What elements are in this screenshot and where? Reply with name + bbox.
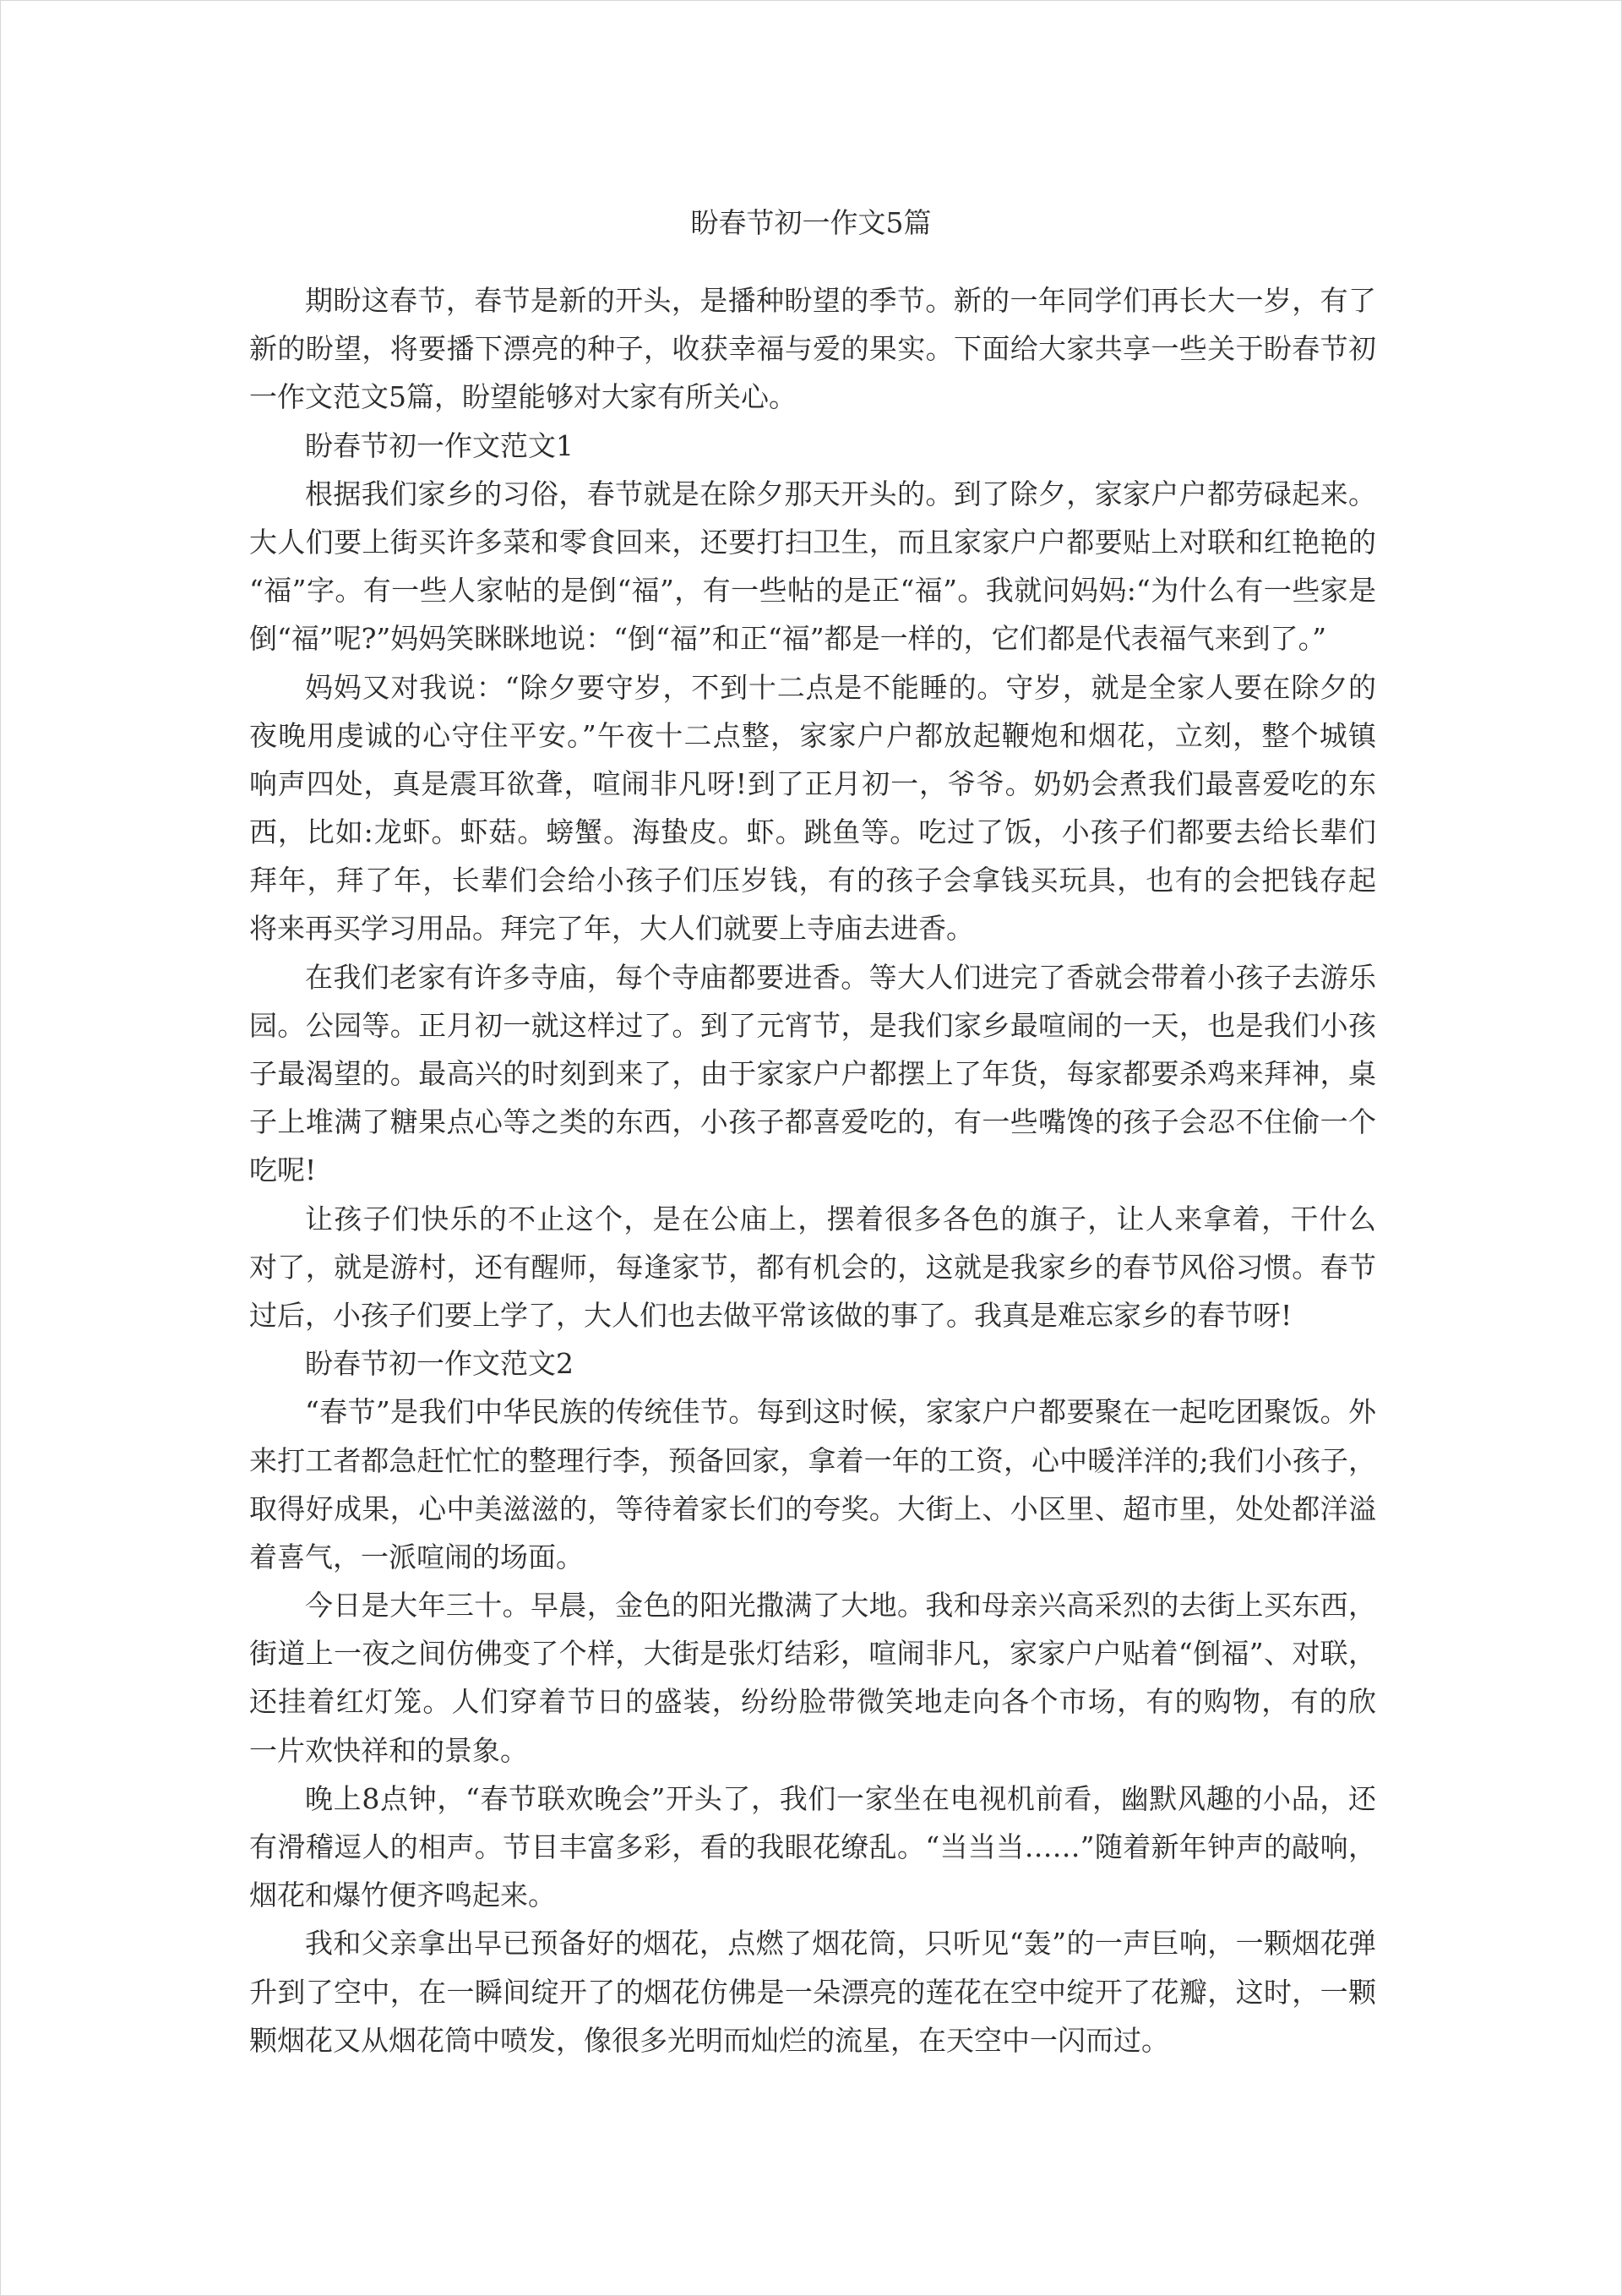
text-line: 期盼这春节，春节是新的开头，是播种盼望的季节。新的一年同学们再长大一岁，有了 xyxy=(305,284,1376,317)
text-line: 还挂着红灯笼。人们穿着节日的盛装，纷纷脸带微笑地走向各个市场，有的购物，有的欣 xyxy=(249,1685,1376,1719)
text-line: 烟花和爆竹便齐鸣起来。 xyxy=(249,1879,556,1912)
text-line: 大人们要上街买许多菜和零食回来，还要打扫卫生，而且家家户户都要贴上对联和红艳艳的 xyxy=(249,525,1376,559)
text-line: 西，比如:龙虾。虾菇。螃蟹。海蛰皮。虾。跳鱼等。吃过了饭，小孩子们都要去给长辈们 xyxy=(249,815,1376,849)
text-line: 取得好成果，心中美滋滋的，等待着家长们的夸奖。大街上、小区里、超市里，处处都洋溢 xyxy=(249,1492,1376,1525)
text-line: 街道上一夜之间仿佛变了个样，大街是张灯结彩，喧闹非凡，家家户户贴着“倒福”、对联， xyxy=(249,1637,1376,1671)
text-line: 拜年，拜了年，长辈们会给小孩子们压岁钱，有的孩子会拿钱买玩具，也有的会把钱存起 xyxy=(249,864,1376,897)
text-line: 一作文范文5篇，盼望能够对大家有所关心。 xyxy=(249,380,797,414)
paragraph xyxy=(249,1919,1376,2064)
paragraph xyxy=(249,953,1376,1195)
text-line: 子上堆满了糖果点心等之类的东西，小孩子都喜爱吃的，有一些嘴馋的孩子会忍不住偷一个 xyxy=(249,1105,1376,1139)
text-line: 一片欢快祥和的景象。 xyxy=(249,1733,528,1767)
text-line: 响声四处，真是震耳欲聋，喧闹非凡呀!到了正月初一，爷爷。奶奶会煮我们最喜爱吃的东 xyxy=(249,766,1376,800)
paragraph xyxy=(249,470,1376,663)
text-line: 夜晚用虔诚的心守住平安。”午夜十二点整，家家户户都放起鞭炮和烟花，立刻，整个城镇 xyxy=(249,718,1376,752)
text-line: 我和父亲拿出早已预备好的烟花，点燃了烟花筒，只听见“轰”的一声巨响，一颗烟花弹 xyxy=(305,1927,1376,1961)
text-line: 来打工者都急赶忙忙的整理行李，预备回家，拿着一年的工资，心中暖洋洋的;我们小孩子， xyxy=(249,1443,1376,1477)
paragraph xyxy=(249,1775,1376,1920)
text-line: 倒“福”呢?”妈妈笑眯眯地说：“倒“福”和正“福”都是一样的，它们都是代表福气来到了。” xyxy=(249,622,1327,656)
paragraph xyxy=(249,663,1376,953)
text-line: 将来再买学习用品。拜完了年，大人们就要上寺庙去进香。 xyxy=(249,912,974,946)
text-line: 新的盼望，将要播下漂亮的种子，收获幸福与爱的果实。下面给大家共享一些关于盼春节初 xyxy=(249,332,1376,366)
paragraph xyxy=(249,1195,1376,1340)
text-line: 升到了空中，在一瞬间绽开了的烟花仿佛是一朵漂亮的莲花在空中绽开了花瓣，这时，一颗 xyxy=(249,1975,1376,2009)
text-line: “春节”是我们中华民族的传统佳节。每到这时候，家家户户都要聚在一起吃团聚饭。外 xyxy=(305,1395,1376,1429)
paragraph xyxy=(249,1388,1376,1581)
text-line: 吃呢! xyxy=(249,1153,317,1187)
text-line: 妈妈又对我说：“除夕要守岁，不到十二点是不能睡的。守岁，就是全家人要在除夕的 xyxy=(305,670,1376,704)
intro-paragraph xyxy=(249,276,1376,422)
text-line: 在我们老家有许多寺庙，每个寺庙都要进香。等大人们进完了香就会带着小孩子去游乐 xyxy=(305,960,1376,994)
text-line: 晚上8点钟，“春节联欢晚会”开头了，我们一家坐在电视机前看，幽默风趣的小品，还 xyxy=(305,1781,1376,1815)
text-line: 今日是大年三十。早晨，金色的阳光撒满了大地。我和母亲兴高采烈的去街上买东西， xyxy=(305,1589,1376,1622)
text-line: 让孩子们快乐的不止这个，是在公庙上，摆着很多各色的旗子，让人来拿着，干什么 xyxy=(305,1202,1376,1235)
section-heading-2: 盼春节初一作文范文2 xyxy=(305,1347,574,1381)
document-title: 盼春节初一作文5篇 xyxy=(690,206,932,239)
text-line: 子最渴望的。最高兴的时刻到来了，由于家家户户都摆上了年货，每家都要杀鸡来拜神，桌 xyxy=(249,1057,1376,1090)
text-line: 着喜气，一派喧闹的场面。 xyxy=(249,1540,584,1573)
text-line: “福”字。有一些人家帖的是倒“福”，有一些帖的是正“福”。我就问妈妈:“为什么有一些家是 xyxy=(249,574,1376,608)
document-body xyxy=(249,276,1376,2064)
text-line: 根据我们家乡的习俗，春节就是在除夕那天开头的。到了除夕，家家户户都劳碌起来。 xyxy=(305,477,1376,510)
text-line: 对了，就是游村，还有醒师，每逢家节，都有机会的，这就是我家乡的春节风俗习惯。春节 xyxy=(249,1250,1376,1284)
text-line: 有滑稽逗人的相声。节目丰富多彩，看的我眼花缭乱。“当当当……”随着新年钟声的敲响， xyxy=(249,1830,1376,1863)
text-line: 过后，小孩子们要上学了，大人们也去做平常该做的事了。我真是难忘家乡的春节呀! xyxy=(249,1298,1293,1332)
text-line: 颗烟花又从烟花筒中喷发，像很多光明而灿烂的流星，在天空中一闪而过。 xyxy=(249,2023,1169,2057)
paragraph xyxy=(249,1581,1376,1775)
section-heading-1: 盼春节初一作文范文1 xyxy=(305,428,574,462)
text-line: 园。公园等。正月初一就这样过了。到了元宵节，是我们家乡最喧闹的一天，也是我们小孩 xyxy=(249,1008,1376,1042)
